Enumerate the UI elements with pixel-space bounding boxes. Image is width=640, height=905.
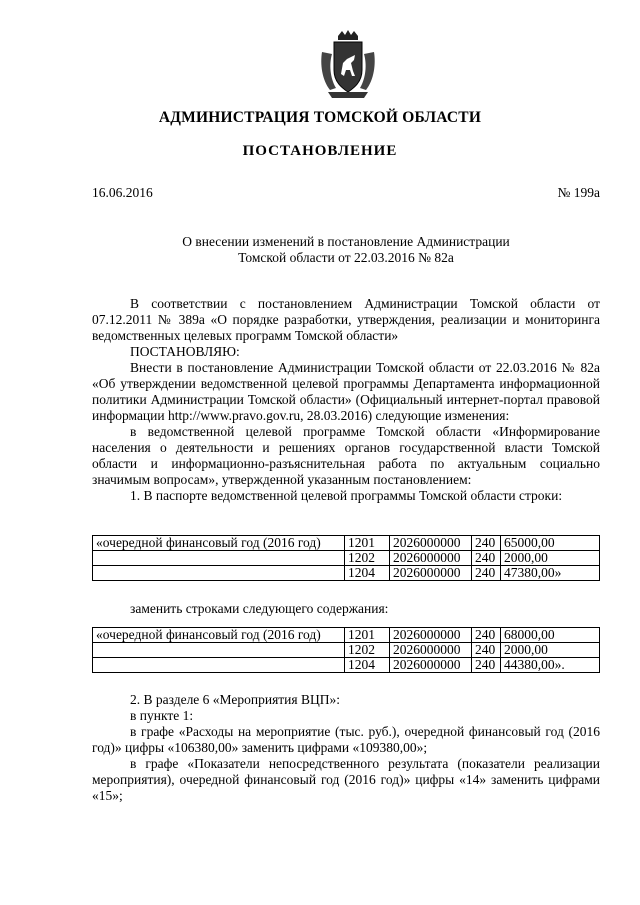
cell-type: 240: [472, 566, 501, 581]
subject-line: Томской области от 22.03.2016 № 82а: [238, 250, 454, 265]
cell-amount: 44380,00».: [501, 658, 600, 673]
cell-type: 240: [472, 643, 501, 658]
tomsk-region-coat-of-arms-icon: [316, 30, 380, 100]
cell-code: 1201: [345, 628, 390, 643]
paragraph-amend: Внести в постановление Администрации Томской области от 22.03.2016 № 82а «Об утверждении ведомственной целевой программы Департамента информационной политики Администрации Томской области» (Официальный интернет-портал правовой информации http://www.pravo.gov.ru, 28.03.2016) следующие изменения:: [92, 360, 600, 423]
cell-label: «очередной финансовый год (2016 год): [93, 536, 345, 551]
cell-amount: 68000,00: [501, 628, 600, 643]
paragraph-indicators-change: в графе «Показатели непосредственного результата (показатели реализации мероприятия), очередной финансовый год (2016 год)» цифры «14» заменить цифрами «15»;: [92, 756, 600, 803]
paragraph-replace: заменить строками следующего содержания:: [130, 601, 389, 616]
body-text-block-2: [92, 601, 600, 617]
cell-amount: 2000,00: [501, 551, 600, 566]
table-new-rows: [92, 627, 600, 673]
cell-code: 1204: [345, 658, 390, 673]
table-row: [93, 658, 600, 673]
cell-code: 1201: [345, 536, 390, 551]
cell-target: 2026000000: [390, 536, 472, 551]
cell-target: 2026000000: [390, 658, 472, 673]
cell-target: 2026000000: [390, 566, 472, 581]
document-subject: [92, 234, 600, 266]
cell-type: 240: [472, 658, 501, 673]
paragraph-program: в ведомственной целевой программе Томской области «Информирование населения о деятельности и решениях органов государственной власти Томской области и информационно-разъяснительная работа по актуальным социально значимым вопросам», утвержденной указанным постановлением:: [92, 424, 600, 487]
paragraph-passport: 1. В паспорте ведомственной целевой программы Томской области строки:: [130, 488, 563, 503]
cell-label: «очередной финансовый год (2016 год): [93, 628, 345, 643]
table-row: [93, 628, 600, 643]
cell-amount: 2000,00: [501, 643, 600, 658]
cell-label: [93, 643, 345, 658]
cell-label: [93, 566, 345, 581]
cell-code: 1202: [345, 551, 390, 566]
paragraph-expenses-change: в графе «Расходы на мероприятие (тыс. руб.), очередной финансовый год (2016 год)» цифры «106380,00» заменить цифрами «109380,00»;: [92, 724, 600, 755]
table-row: [93, 566, 600, 581]
subject-line: О внесении изменений в постановление Администрации: [182, 234, 510, 249]
body-text-block-1: [92, 296, 600, 504]
cell-label: [93, 551, 345, 566]
cell-amount: 47380,00»: [501, 566, 600, 581]
table-row: [93, 536, 600, 551]
cell-amount: 65000,00: [501, 536, 600, 551]
cell-type: 240: [472, 551, 501, 566]
cell-type: 240: [472, 536, 501, 551]
paragraph-section-6: 2. В разделе 6 «Мероприятия ВЦП»:: [130, 692, 340, 707]
cell-code: 1202: [345, 643, 390, 658]
cell-type: 240: [472, 628, 501, 643]
cell-target: 2026000000: [390, 628, 472, 643]
paragraph-resolve: ПОСТАНОВЛЯЮ:: [130, 344, 240, 359]
body-text-block-3: [92, 692, 600, 804]
document-number: № 199а: [557, 185, 600, 200]
table-row: [93, 551, 600, 566]
document-date: 16.06.2016: [92, 185, 153, 200]
cell-target: 2026000000: [390, 643, 472, 658]
cell-label: [93, 658, 345, 673]
paragraph-item-1: в пункте 1:: [130, 708, 194, 723]
table-old-rows: [92, 535, 600, 581]
table-row: [93, 643, 600, 658]
document-type-title: ПОСТАНОВЛЕНИЕ: [242, 143, 398, 159]
organization-title: АДМИНИСТРАЦИЯ ТОМСКОЙ ОБЛАСТИ: [158, 109, 482, 126]
cell-target: 2026000000: [390, 551, 472, 566]
paragraph-basis: В соответствии с постановлением Администрации Томской области от 07.12.2011 № 389а «О порядке разработки, утверждения, реализации и мониторинга ведомственных целевых программ Томской области»: [92, 296, 600, 343]
cell-code: 1204: [345, 566, 390, 581]
